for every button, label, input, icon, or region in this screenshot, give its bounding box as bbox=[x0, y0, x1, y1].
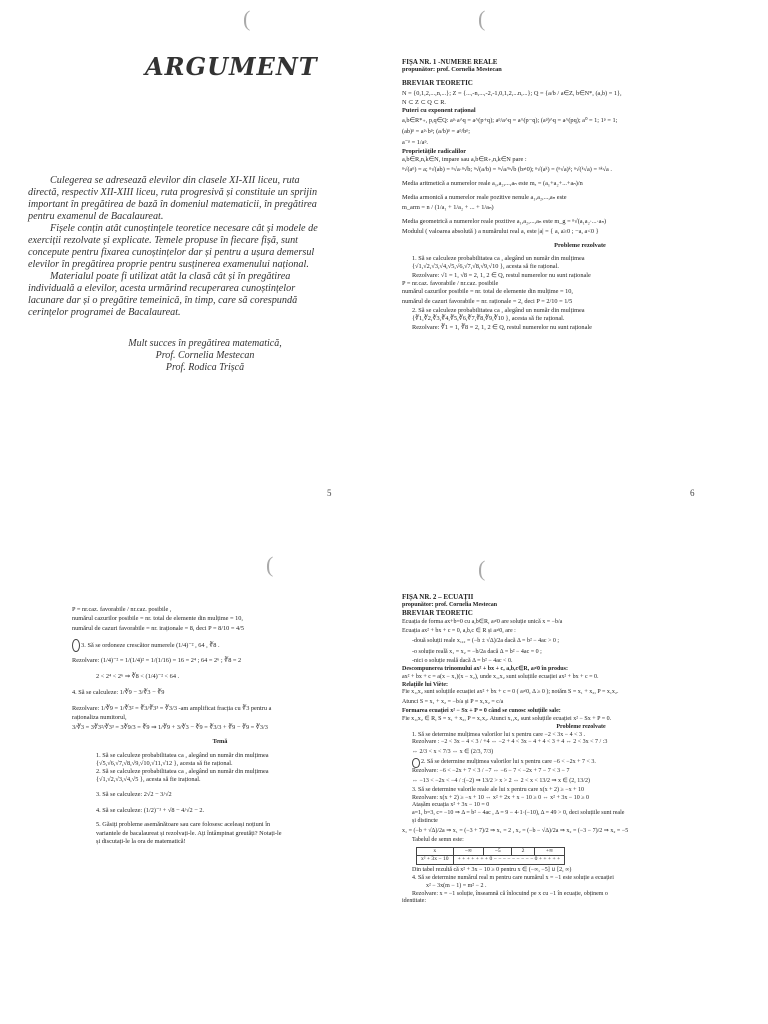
punch-mark: ( bbox=[478, 556, 486, 581]
text-line: -o soluție reală x₁ = x₂ = −b/2a dacă Δ = b² − 4ac = 0 ; bbox=[412, 649, 542, 656]
author-line: Prof. Cornelia Mestecan bbox=[155, 350, 255, 361]
problem-line: 4. Să se calculeze: 1/∛9 − 3/∛3 − ∛9 bbox=[72, 689, 165, 697]
formula-line: P = nr.caz. favorabile / nr.caz. posibile , bbox=[72, 606, 172, 613]
homework-line: {√5,√6,√7,√8,√9,√10,√11,√12 }, acesta să fie rațional. bbox=[96, 759, 233, 767]
solution-line: 3/∛3 = 3∛3²/∛3³ = 3∛9/3 = ∛9 ⇒ 1/∛9 + 3/∛3 − ∛9 = ∛3/3 + ∛9 − ∛9 = ∛3/3 bbox=[72, 724, 268, 732]
solution-line: Rezolvare: ∛1 = 1, ∛8 = 2, 1, 2 ∈ Q, restul numerelor nu sunt raționale bbox=[412, 323, 592, 331]
formula-line: a⁻ᵖ = 1/aᵖ. bbox=[402, 139, 429, 147]
problem-marker bbox=[72, 639, 80, 652]
page-number: 6 bbox=[690, 488, 695, 498]
sign-table-cell: 2 bbox=[512, 847, 534, 856]
solution-line: ⇔ −13 < −2x < −4 / :(−2) ⇒ 13/2 > x > 2 ⇔ 2 < x < 13/2 ⇒ x ∈ (2, 13/2) bbox=[412, 777, 590, 784]
text-line: ax² + bx + c = a(x − x₁)(x − x₂), unde x₁,x₂ sunt soluțiile ecuației ax² + bx + c = 0. bbox=[402, 673, 599, 680]
homework-line: 4. Să se calculeze: (1/2)⁻¹ + √8 − 4/√2 − 2. bbox=[96, 807, 205, 815]
author-line: propunător: prof. Cornelia Mestecan bbox=[402, 601, 498, 608]
closing-line: Mult succes în pregătirea matematică, bbox=[128, 338, 282, 349]
sheet-1-content bbox=[402, 58, 758, 332]
text-line: Fie x₁,x₂ sunt soluțiile ecuației ax² + bx + c = 0 ( a≠0, Δ ≥ 0 ); notăm S = x₁ + x₂, P = x₁x₂. bbox=[402, 689, 619, 696]
solution-line: a=1, b=3, c= −10 ⇒ Δ = b² − 4ac , Δ = 9 − 4·1·(−10), Δ = 49 > 0, deci soluțiile sunt reale bbox=[412, 810, 625, 817]
problem-line: x² − 3x(m − 1) = m² − 2 . bbox=[426, 882, 487, 889]
solution-line: și distincte bbox=[412, 817, 438, 824]
text-line: Ecuația de forma ax+b=0 cu a,b∈R, a≠0 are soluție unică x = −b/a bbox=[402, 619, 563, 626]
page-7 bbox=[0, 512, 384, 1024]
signature-block bbox=[120, 338, 290, 374]
problem-line: 2. Să se calculeze probabilitatea ca , alegând un număr din mulțimea bbox=[412, 307, 585, 315]
punch-mark: ( bbox=[243, 6, 251, 31]
solution-line: Rezolvare: √1 = 1, √8 = 2, 1, 2 ∈ Q, restul numerelor nu sunt raționale bbox=[412, 271, 591, 279]
sign-table-cell: +∞ bbox=[534, 847, 565, 856]
sign-table-cell: −∞ bbox=[453, 847, 484, 856]
section-heading: BREVIAR TEORETIC bbox=[402, 79, 473, 88]
section-heading: Probleme rezolvate bbox=[556, 723, 606, 730]
solution-line: Rezolvare : −2 < 3x − 4 < 3 / +4 ⇔ −2 + 4 < 3x − 4 + 4 < 3 + 4 ⇔ 2 < 3x < 7 / :3 bbox=[412, 739, 608, 746]
homework-line: 1. Să se calculeze probabilitatea ca , alegând un număr din mulțimea bbox=[96, 751, 269, 759]
section-heading: Relațiile lui Viète: bbox=[402, 681, 448, 688]
homework-line: 3. Să se calculeze: 2√2 − 3/√2 bbox=[96, 791, 172, 799]
solution-line: Rezolvare: x(x + 2) ≥ −x + 10 ⇔ x² + 2x + x − 10 ≥ 0 ⇔ x² + 3x − 10 ≥ 0 bbox=[412, 794, 590, 801]
intro-paragraph: Fișele conțin atât cunoștințele teoretice necesare cât și modele de exerciții rezolvate și explicate. Temele propuse în fiecare fișă, sunt concepute pentru fixarea cunoștințelor dar și pentru a ușura demersul elevilor în pregătirea proprie pentru susținerea examenului național. bbox=[28, 223, 318, 270]
solution-line: Rezolvare: 1/∛9 = 1/∛3² = ∛3/∛3³ = ∛3/3 -am amplificat fracția cu ∛3 pentru a bbox=[72, 705, 272, 713]
homework-line: 2. Să se calculeze probabilitatea ca , alegând un număr din mulțimea bbox=[96, 768, 269, 776]
problem-line: 3. Să se determine valorile reale ale lui x pentru care x(x + 2) ≥ −x + 10 bbox=[412, 786, 585, 793]
problem-line: 1. Să se determine mulțimea valorilor lui x pentru care −2 < 3x − 4 < 3 . bbox=[412, 731, 585, 738]
section-heading: Formarea ecuației x² − Sx + P = 0 când se cunosc soluțiile sale: bbox=[402, 708, 561, 715]
solution-line: Atașăm ecuația x² + 3x − 10 = 0 bbox=[412, 802, 490, 809]
problem-text: 2. Să se determine mulțimea valorilor lui x pentru care −6 < −2x + 7 < 3. bbox=[421, 759, 596, 766]
section-heading: Proprietățile radicalilor bbox=[402, 148, 467, 156]
page-6 bbox=[384, 0, 768, 512]
text-line: numărul de cazuri favorabile = nr. iraționale = 8, deci P = 8/10 = 4/5 bbox=[72, 625, 245, 633]
solution-line: Rezolvare: x = −1 soluție, înseamnă că înlocuind pe x cu −1 în ecuație, obținem o bbox=[412, 890, 608, 897]
text-line: -două soluții reale x₁,₂ = (−b ± √Δ)/2a dacă Δ = b² − 4ac > 0 ; bbox=[412, 638, 559, 645]
solution-line: ⇔ 2/3 < x < 7/3 ⇔ x ∈ (2/3, 7/3) bbox=[412, 749, 494, 756]
text-line: Media geometrică a numerelor reale pozitive a₁,a₂,...,aₙ este m_g = ⁿ√(a₁a₂·...·aₙ) bbox=[402, 217, 607, 225]
author-line: Prof. Rodica Trișcă bbox=[165, 362, 245, 373]
problem-line: 1. Să se calculeze probabilitatea ca , alegând un număr din mulțimea bbox=[412, 255, 585, 263]
punch-mark: ( bbox=[266, 552, 274, 577]
text-line: a,b∈R,n,k∈N, impare sau a,b∈R₊,n,k∈N pare : bbox=[402, 156, 527, 164]
solution-line: Din tabel rezultă că x² + 3x − 10 ≥ 0 pentru x ∈ (−∞, −5] ∪ [2, ∞) bbox=[412, 867, 572, 874]
section-heading: Descompunerea trinomului ax² + bx + c, a,b,c∈R, a≠0 în produs: bbox=[402, 665, 568, 672]
text-line: numărul cazurilor posibile = nr. total de elemente din mulțime = 10, bbox=[72, 615, 243, 622]
sign-table-cell: + + + + + + + 0 − − − − − − − − − 0 + + + + + bbox=[453, 856, 565, 865]
homework-line: {√1,√2,√3,√4,√5 }, acesta să fie irațional. bbox=[96, 776, 201, 784]
intro-paragraph: Culegerea se adresează elevilor din clasele XI-XII liceu, ruta directă, respectiv XII-XIII liceu, ruta progresivă și constituie un sprijin important în pregătirea de bază în domeniul matematicii, în pregătirea pentru examenul de Bacalaureat. bbox=[28, 175, 318, 222]
text-line: Ecuația ax² + bx + c = 0, a,b,c ∈ R și a≠0, are : bbox=[402, 628, 516, 635]
page-5 bbox=[0, 0, 384, 512]
text-line: N = {0,1,2,...,n,...}; Z = {...,-n,...,-2,-1,0,1,2,...n,...}; Q = {a/b / a∈Z, b∈N*, (a,b) = 1}, bbox=[402, 89, 622, 97]
page-8 bbox=[384, 512, 768, 1024]
sign-table-row bbox=[417, 847, 565, 856]
sign-table-cell: x bbox=[417, 847, 454, 856]
text-line: -nici o soluție reală dacă Δ = b² − 4ac < 0. bbox=[412, 658, 513, 665]
sheet-2-content bbox=[402, 594, 760, 906]
punch-mark: ( bbox=[478, 6, 486, 31]
solution-line: raționaliza numitorul, bbox=[72, 714, 127, 722]
formula-line: (ab)ᵖ = aᵖ·bᵖ; (a/b)ᵖ = aᵖ/bᵖ; bbox=[402, 128, 470, 136]
section-heading: Puteri cu exponent rațional bbox=[402, 106, 476, 114]
solution-line: Rezolvare: (1/4)⁻² = 1/(1/4)² = 1/(1/16) = 16 = 2⁴ ; 64 = 2⁶ ; ∛8 = 2 bbox=[72, 657, 242, 665]
homework-line: 5. Găsiți probleme asemănătoare sau care folosesc aceleași noțiuni în bbox=[96, 821, 271, 829]
sheet-title: FIȘA NR. 1 -NUMERE REALE bbox=[402, 58, 498, 66]
solution-line: numărul cazurilor posibile = nr. total de elemente din mulțime = 10, bbox=[402, 288, 573, 296]
problem-line bbox=[402, 758, 760, 768]
solution-line: Tabelul de semn este: bbox=[412, 836, 464, 843]
author-line: propunător: prof. Cornelia Mestecan bbox=[402, 66, 502, 74]
sign-table-row bbox=[417, 856, 565, 865]
text-line: N ⊂ Z ⊂ Q ⊂ R. bbox=[402, 98, 446, 106]
problem-text: 3. Să se ordoneze crescător numerele (1/4)⁻² , 64 , ∛8 . bbox=[81, 642, 220, 650]
text-line: Atunci S = x₁ + x₂ = −b/a și P = x₁x₂ = c/a bbox=[402, 699, 504, 706]
sign-table bbox=[416, 847, 565, 866]
section-heading: Temă bbox=[212, 738, 228, 746]
problem-line bbox=[72, 639, 368, 650]
text-line: Fie x₁,x₂ ∈ R, S = x₁ + x₂, P = x₁x₂. Atunci x₁,x₂ sunt soluțiile ecuației x² − Sx + P = 0. bbox=[402, 715, 612, 722]
formula-line: a,b∈R*₊, p,q∈Q: aᵖ·a^q = a^(p+q); aᵖ/a^q = a^(p−q); (aᵖ)^q = a^(pq); a⁰ = 1; 1ᵖ = 1; bbox=[402, 117, 618, 125]
solution-line: Rezolvare: −6 < −2x + 7 < 3 / −7 ⇔ −6 − 7 < −2x + 7 − 7 < 3 − 7 bbox=[412, 767, 570, 774]
text-line: Media aritmetică a numerelor reale a₁,a₂,...,aₙ este mₐ = (a₁+a₂+...+aₙ)/n bbox=[402, 180, 583, 188]
section-heading: Probleme rezolvate bbox=[554, 242, 606, 250]
text-line: Modulul ( valoarea absolută ) a numărului real a, este |a| = { a, a≥0 ; −a, a<0 } bbox=[402, 228, 599, 236]
sheet-title: FIȘA NR. 2 – ECUAȚII bbox=[402, 593, 474, 601]
solution-line: numărul de cazuri favorabile = nr. raționale = 2, deci P = 2/10 = 1/5 bbox=[402, 298, 573, 306]
page-number: 5 bbox=[327, 488, 332, 498]
problem-line: 4. Să se determine numărul real m pentru care numărul x = −1 este soluție a ecuației bbox=[412, 874, 614, 881]
solution-line: identitate: bbox=[402, 898, 426, 905]
problem-marker bbox=[412, 758, 420, 768]
formula-line: m_arm = n / (1/a₁ + 1/a₂ + ... + 1/aₙ) bbox=[402, 203, 494, 211]
sign-table-cell: x² + 3x − 10 bbox=[417, 856, 454, 865]
formula-line: P = nr.caz. favorabile / nr.caz. posibile bbox=[402, 279, 499, 287]
section-heading: BREVIAR TEORETIC bbox=[402, 608, 473, 617]
page-title: ARGUMENT bbox=[145, 52, 318, 81]
solution-line: x₁ = (−b + √Δ)/2a ⇒ x₁ = (−3 + 7)/2 ⇒ x₁ = 2 , x₂ = (−b − √Δ)/2a ⇒ x₂ = (−3 − 7)/2 ⇒ x₂ = −5 bbox=[402, 827, 629, 834]
intro-text bbox=[28, 175, 328, 319]
sign-table-cell: −5 bbox=[484, 847, 512, 856]
text-line: Media armonică a numerelor reale pozitive nenule a₁,a₂,...,aₙ este bbox=[402, 193, 567, 201]
formula-line: ⁿ√(aⁿ) = a; ⁿ√(ab) = ⁿ√a·ⁿ√b; ⁿ√(a/b) = ⁿ√a/ⁿ√b (b≠0); ⁿ√(aᵏ) = (ⁿ√a)ᵏ; ⁿ√(ᵏ√a) = ⁿᵏ√a . bbox=[402, 166, 612, 174]
homework-line: și discutați-le la ora de matematică! bbox=[96, 837, 186, 845]
sheet-1-continued bbox=[72, 604, 368, 846]
homework-line: variantele de bacalaureat și rezolvați-le. Ați întâmpinat greutăți? Notați-le bbox=[96, 829, 282, 837]
problem-line: {∛1,∛2,∛3,∛4,∛5,∛6,∛7,∛8,∛9,∛10 }, acesta să fie rațional. bbox=[412, 315, 565, 323]
intro-paragraph: Materialul poate fi utilizat atât la clasă cât și în pregătirea individuală a elevilor, acesta urmărind recuperarea cunoștințelor lacunare dar și o pregătire temeinică, în timp, care să corespundă cerințelor programei de Bacalaureat. bbox=[28, 271, 298, 318]
problem-line: {√1,√2,√3,√4,√5,√6,√7,√8,√9,√10 }, acesta să fie rațional. bbox=[412, 263, 559, 271]
solution-line: 2 < 2⁴ < 2⁶ ⇒ ∛8 < (1/4)⁻² < 64 . bbox=[96, 673, 180, 681]
